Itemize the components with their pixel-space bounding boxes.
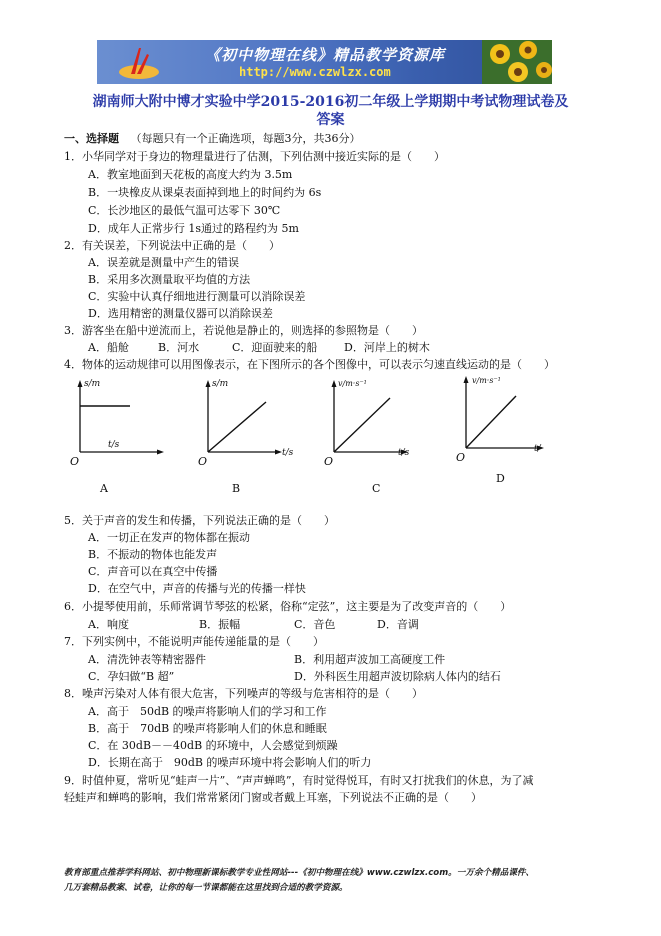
graph-d-y-label: v/m·s⁻¹ — [472, 376, 501, 385]
graph-b-x-label: t/s — [282, 448, 294, 458]
graph-a-origin: O — [70, 455, 80, 468]
header-banner — [97, 40, 552, 84]
question-9-stem: 9．时值仲夏，常听见“蛙声一片”、“声声蝉鸣”，有时觉得悦耳，有时又打扰我们的休息，为了减 — [64, 774, 534, 787]
question-7-option-d: D．外科医生用超声波切除病人体内的结石 — [294, 670, 501, 683]
question-9-stem-continued: 轻蛙声和蝉鸣的影响，我们常常紧闭门窗或者戴上耳塞，下列说法不正确的是（ ） — [64, 791, 482, 804]
question-1-option-b: B．一块橡皮从课桌表面掉到地上的时间约为 6s — [88, 186, 322, 199]
question-6-option-d: D．音调 — [377, 618, 419, 631]
question-2-option-a: A．误差就是测量中产生的错误 — [88, 256, 239, 269]
graph-d-x-label: t/ — [534, 444, 541, 454]
question-2-option-b: B．采用多次测量取平均值的方法 — [88, 273, 251, 286]
graph-a-y-label: s/m — [84, 379, 101, 389]
question-6-option-c: C．音色 — [294, 618, 336, 631]
question-7-option-a: A．清洗钟表等精密器件 — [88, 653, 206, 666]
graph-a-s-t-horizontal — [68, 376, 168, 468]
graph-a-option-label: A — [100, 482, 108, 495]
question-1-option-a: A．教室地面到天花板的高度大约为 3.5m — [88, 168, 293, 181]
question-3-option-d: D．河岸上的树木 — [344, 341, 430, 354]
page-title-continued: 答案 — [316, 112, 345, 128]
question-5-option-b: B．不振动的物体也能发声 — [88, 548, 218, 561]
graph-c-origin: O — [324, 455, 334, 468]
question-8-option-d: D．长期在高于 90dB 的噪声环境中将会影响人们的听力 — [88, 756, 372, 769]
question-5-stem: 5．关于声音的发生和传播，下列说法正确的是（ ） — [64, 514, 335, 527]
graph-d-origin: O — [456, 451, 466, 464]
question-1-stem: 1．小华同学对于身边的物理量进行了估测，下列估测中接近实际的是（ ） — [64, 150, 445, 163]
question-3-option-a: A．船舱 — [88, 341, 129, 354]
question-7-stem: 7．下列实例中，不能说明声能传递能量的是（ ） — [64, 635, 324, 648]
question-7-option-c: C．孕妇做“B 超” — [88, 670, 175, 683]
question-5-option-c: C．声音可以在真空中传播 — [88, 565, 218, 578]
question-8-option-b: B．高于 70dB 的噪声将影响人们的休息和睡眠 — [88, 722, 327, 735]
graph-c-y-label: v/m·s⁻¹ — [338, 379, 367, 388]
page-title: 湖南师大附中博才实验中学2015-2016初二年级上学期期中考试物理试卷及 — [92, 94, 569, 110]
question-5-option-a: A．一切正在发声的物体都在振动 — [88, 531, 250, 544]
question-8-option-a: A．高于 50dB 的噪声将影响人们的学习和工作 — [88, 705, 327, 718]
graph-c-option-label: C — [372, 482, 381, 495]
graph-c-x-label: t/s — [398, 448, 410, 458]
question-3-option-b: B．河水 — [158, 341, 200, 354]
question-8-stem: 8．噪声污染对人体有很大危害，下列噪声的等级与危害相符的是（ ） — [64, 687, 423, 700]
graph-b-origin: O — [198, 455, 208, 468]
graph-d-option-label: D — [496, 472, 505, 485]
question-6-option-b: B．振幅 — [199, 618, 241, 631]
footer-line-2: 几万套精品教案、试卷，让你的每一节课都能在这里找到合适的教学资源。 — [64, 883, 348, 893]
question-7-option-b: B．利用超声波加工高硬度工件 — [294, 653, 446, 666]
graph-a-x-label: t/s — [108, 440, 120, 450]
question-6-stem: 6．小提琴使用前，乐师常调节琴弦的松紧，俗称“定弦”，这主要是为了改变声音的（ ） — [64, 600, 512, 613]
graph-b-y-label: s/m — [212, 379, 229, 389]
graph-b-s-t-sloped — [196, 376, 296, 468]
banner-title: 《初中物理在线》精品教学资源库 — [205, 46, 446, 64]
question-3-option-c: C．迎面驶来的船 — [232, 341, 318, 354]
question-1-option-c: C．长沙地区的最低气温可达零下 30℃ — [88, 204, 281, 217]
banner-url: http://www.czwlzx.com — [239, 65, 391, 79]
question-2-option-d: D．选用精密的测量仪器可以消除误差 — [88, 307, 273, 320]
question-2-option-c: C．实验中认真仔细地进行测量可以消除误差 — [88, 290, 306, 303]
question-8-option-c: C．在 30dB－－40dB 的环境中，人会感觉到烦躁 — [88, 739, 338, 752]
question-5-option-d: D．在空气中，声音的传播与光的传播一样快 — [88, 582, 306, 595]
question-1-option-d: D．成年人正常步行 1s通过的路程约为 5m — [88, 222, 299, 235]
footer-line-1: 教育部重点推荐学科网站、初中物理新课标教学专业性网站---《初中物理在线》www.czwlzx.com。一万余个精品课件、 — [64, 868, 535, 878]
question-4-stem: 4．物体的运动规律可以用图像表示，在下图所示的各个图像中，可以表示匀速直线运动的是（ ） — [64, 358, 555, 371]
question-6-option-a: A．响度 — [88, 618, 129, 631]
section-heading — [64, 132, 361, 146]
question-3-stem: 3．游客坐在船中逆流而上，若说他是静止的，则选择的参照物是（ ） — [64, 324, 423, 337]
graph-b-option-label: B — [232, 482, 241, 495]
site-logo-icon — [117, 44, 161, 82]
sunflower-decoration-icon — [482, 40, 552, 84]
question-2-stem: 2．有关误差，下列说法中正确的是（ ） — [64, 239, 280, 252]
section-note: （每题只有一个正确选项，每题3分，共36分） — [130, 132, 361, 145]
section-label: 一、选择题 — [64, 132, 119, 145]
